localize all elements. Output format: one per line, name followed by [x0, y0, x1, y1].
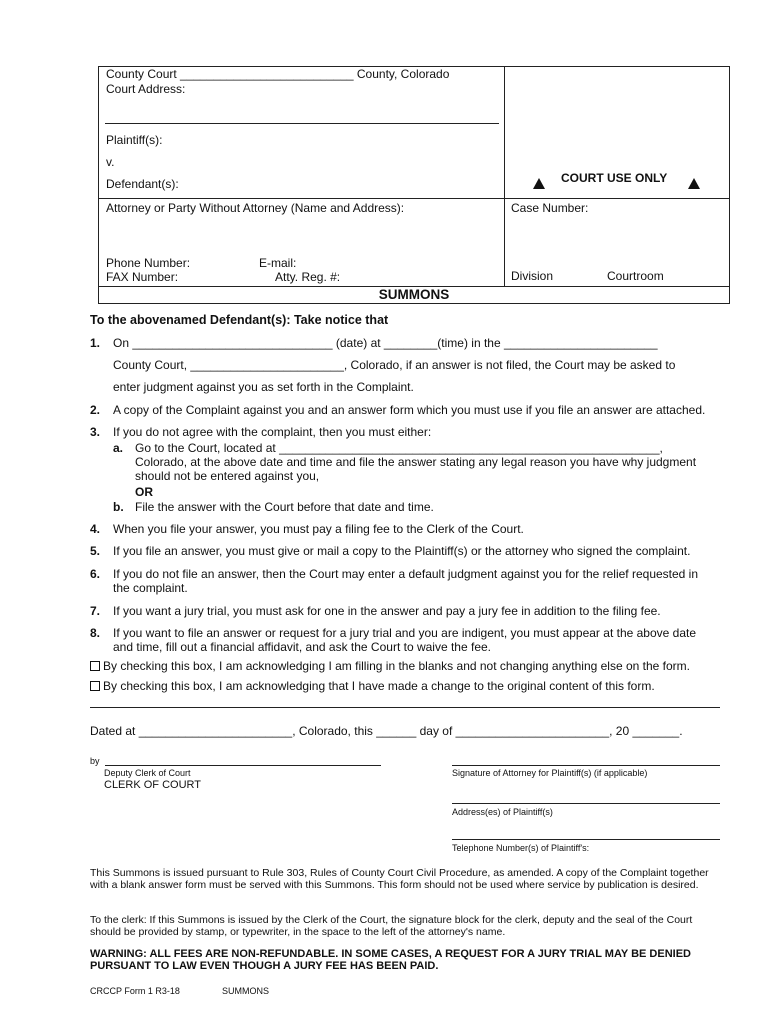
- separator-line: [90, 707, 720, 708]
- item-number: 5.: [90, 544, 101, 558]
- form-number: CRCCP Form 1 R3-18: [90, 986, 180, 996]
- warning-paragraph: WARNING: ALL FEES ARE NON-REFUNDABLE. IN SOME CASES, A REQUEST FOR A JURY TRIAL MAY BE DENIED PURSUANT TO LAW EVEN THOUGH A JURY FEE HAS BEEN PAID.: [90, 948, 691, 972]
- or-label: OR: [135, 485, 153, 499]
- deputy-clerk-label: Deputy Clerk of Court: [104, 768, 191, 778]
- checkbox-no-changes[interactable]: [90, 661, 100, 671]
- page-title: SUMMONS: [378, 287, 450, 302]
- item-number: 2.: [90, 403, 101, 417]
- address-label: Address(es) of Plaintiff(s): [452, 807, 553, 817]
- attorney-signature-line[interactable]: [452, 765, 720, 766]
- checkbox-made-changes[interactable]: [90, 681, 100, 691]
- telephone-label: Telephone Number(s) of Plaintiff's:: [452, 843, 590, 853]
- item-8-line-2: and time, fill out a financial affidavit, and ask the Court to waive the fee.: [113, 640, 491, 654]
- court-address-line: [105, 123, 499, 124]
- sub-b-label: b.: [113, 500, 124, 514]
- court-use-only-label: COURT USE ONLY: [561, 171, 668, 185]
- item-number: 1.: [90, 336, 101, 350]
- address-line[interactable]: [452, 803, 720, 804]
- attorney-signature-label: Signature of Attorney for Plaintiff(s) (if applicable): [452, 768, 648, 778]
- triangle-up-icon: [688, 178, 700, 189]
- clerk-paragraph: To the clerk: If this Summons is issued by the Clerk of the Court, the signature block for the clerk, deputy and the seal of the Court should be provided by stamp, or typewriter, in the space to the left of the attorney's name.: [90, 914, 693, 938]
- item-number: 8.: [90, 626, 101, 640]
- sub-a-label: a.: [113, 441, 124, 455]
- item-3-line-1: If you do not agree with the complaint, then you must either:: [113, 425, 432, 439]
- county-court-label: County Court __________________________ County, Colorado: [106, 67, 450, 81]
- item-1-line-3: enter judgment against you as set forth in the Complaint.: [113, 380, 414, 394]
- sub-a-line-1: Go to the Court, located at _________________________________________________________,: [135, 441, 663, 455]
- phone-label: Phone Number:: [106, 256, 191, 270]
- form-name: SUMMONS: [222, 986, 269, 996]
- sub-b-line: File the answer with the Court before that date and time.: [135, 500, 434, 514]
- item-7-line-1: If you want a jury trial, you must ask for one in the answer and pay a jury fee in addition to the filing fee.: [113, 604, 661, 618]
- checkbox-row: [90, 679, 655, 693]
- sub-a-line-2: Colorado, at the above date and time and file the answer stating any legal reason you have why judgment: [135, 455, 697, 469]
- item-number: 7.: [90, 604, 101, 618]
- item-1-line-1: On ______________________________ (date) at ________(time) in the _______________________: [113, 336, 658, 350]
- atty-reg-label: Atty. Reg. #:: [275, 270, 341, 284]
- triangle-up-icon: [533, 178, 545, 189]
- dated-line: Dated at _______________________, Colorado, this ______ day of _______________________, 20 _______.: [90, 724, 683, 738]
- checkbox-label: By checking this box, I am acknowledging that I have made a change to the original content of this form.: [103, 679, 655, 693]
- case-number-label: Case Number:: [511, 201, 589, 215]
- caption-row-divider: [98, 198, 730, 199]
- courtroom-label: Courtroom: [607, 269, 664, 283]
- plaintiffs-label: Plaintiff(s):: [106, 133, 163, 147]
- email-label: E-mail:: [259, 256, 297, 270]
- item-number: 4.: [90, 522, 101, 536]
- checkbox-row: [90, 659, 690, 673]
- item-number: 6.: [90, 567, 101, 581]
- by-label: by: [90, 756, 100, 766]
- versus-label: v.: [106, 155, 115, 169]
- item-5-line-1: If you file an answer, you must give or mail a copy to the Plaintiff(s) or the attorney who signed the complaint.: [113, 544, 691, 558]
- item-6-line-2: the complaint.: [113, 581, 188, 595]
- checkbox-label: By checking this box, I am acknowledging I am filling in the blanks and not changing anything else on the form.: [103, 659, 691, 673]
- item-2-line-1: A copy of the Complaint against you and an answer form which you must use if you file an answer are attached.: [113, 403, 706, 417]
- item-6-line-1: If you do not file an answer, then the Court may enter a default judgment against you for the relief requested in: [113, 567, 699, 581]
- caption-divider: [504, 66, 505, 286]
- defendants-label: Defendant(s):: [106, 177, 179, 191]
- fax-label: FAX Number:: [106, 270, 179, 284]
- telephone-line[interactable]: [452, 839, 720, 840]
- clerk-of-court-label: CLERK OF COURT: [104, 779, 201, 791]
- item-8-line-1: If you want to file an answer or request for a jury trial and you are indigent, you must appear at the above date: [113, 626, 697, 640]
- court-address-label: Court Address:: [106, 82, 186, 96]
- item-1-line-2: County Court, _______________________, Colorado, if an answer is not filed, the Court may be asked to: [113, 358, 676, 372]
- item-number: 3.: [90, 425, 101, 439]
- item-4-line-1: When you file your answer, you must pay a filing fee to the Clerk of the Court.: [113, 522, 524, 536]
- notice-heading: To the abovenamed Defendant(s): Take notice that: [90, 313, 389, 327]
- rule-paragraph: This Summons is issued pursuant to Rule 303, Rules of County Court Civil Procedure, as amended. A copy of the Complaint together with a blank answer form must be served with this Summons. This form should not be used where service by publication is desired.: [90, 867, 709, 891]
- division-label: Division: [511, 269, 554, 283]
- sub-a-line-3: should not be entered against you,: [135, 469, 320, 483]
- attorney-label: Attorney or Party Without Attorney (Name and Address):: [106, 201, 405, 215]
- clerk-signature-line[interactable]: [105, 765, 381, 766]
